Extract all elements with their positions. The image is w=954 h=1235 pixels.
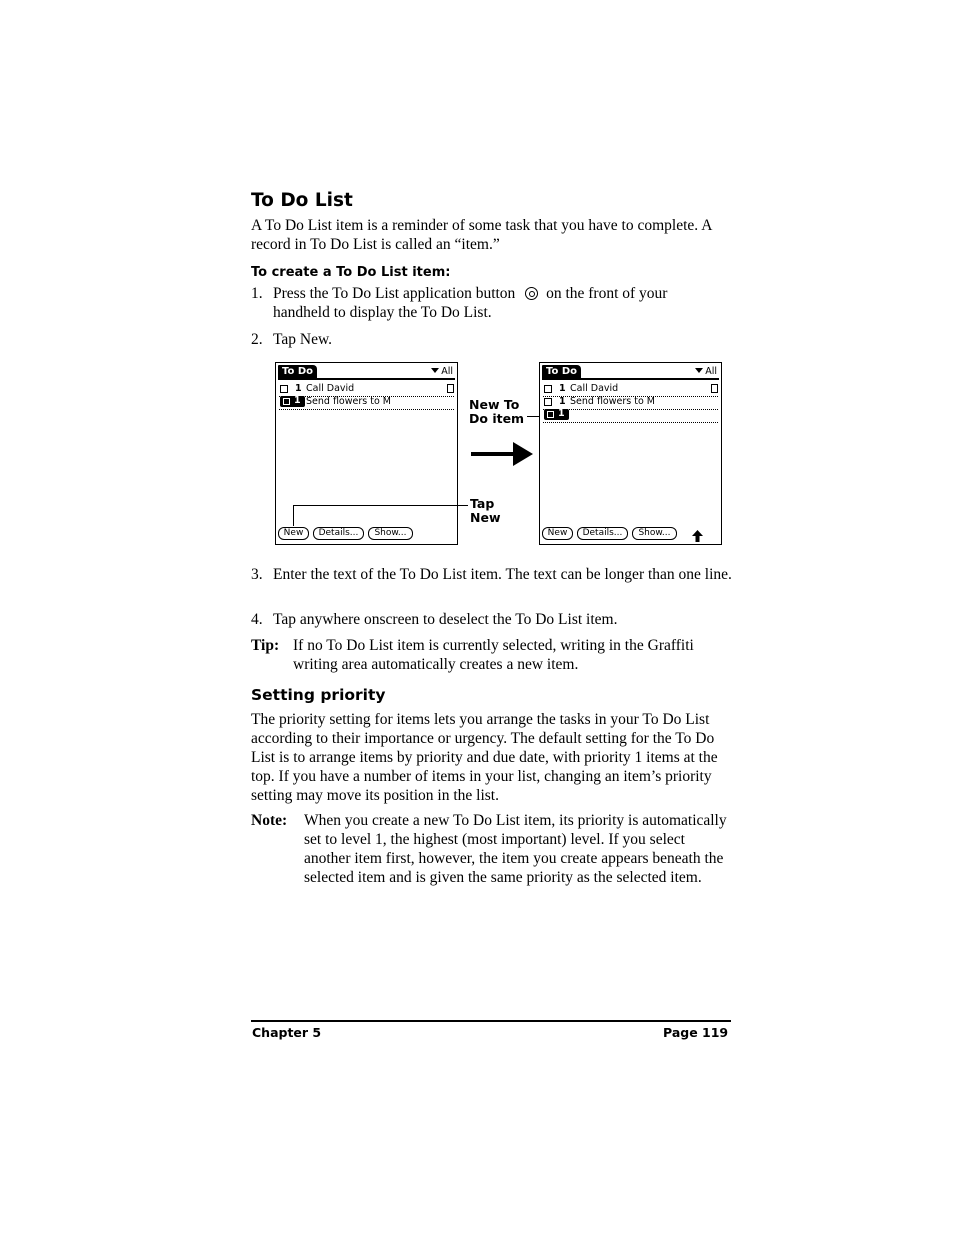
checkbox[interactable] — [544, 385, 552, 393]
todo-row-new-selected[interactable] — [543, 409, 718, 423]
step-text-after-icon: on the front of your — [546, 285, 668, 302]
step-text-line2: handheld to display the To Do List. — [273, 304, 492, 321]
priority: 1 — [558, 408, 565, 419]
checkbox[interactable] — [280, 385, 288, 393]
footer-rule — [251, 1020, 731, 1022]
note — [251, 811, 731, 911]
step-2 — [251, 330, 731, 350]
checkbox[interactable] — [544, 398, 552, 406]
callout-tap-new — [470, 497, 501, 525]
show-button[interactable]: Show... — [632, 527, 677, 540]
tip — [251, 636, 731, 676]
callout-line-2: Do item — [469, 411, 525, 426]
step-text: Tap anywhere onscreen to deselect the To Do List item. — [273, 611, 618, 628]
item-text: Call David — [306, 383, 355, 394]
todo-row[interactable] — [543, 396, 718, 410]
callout-leader-line — [293, 505, 468, 506]
note-icon[interactable] — [447, 384, 454, 393]
category-label: All — [705, 366, 717, 377]
graffiti-shift-up-arrow-icon — [692, 530, 703, 542]
title-underline — [278, 378, 455, 380]
screen-before — [275, 362, 458, 545]
tip-text: If no To Do List item is currently selected, writing in the Graffiti writing area automatically creates a new item. — [293, 637, 694, 673]
priority: 1 — [559, 383, 566, 394]
right-arrow-icon — [469, 440, 535, 468]
priority-paragraph: The priority setting for items lets you arrange the tasks in your To Do List according to their importance or urgency. The default setting for the To Do List is to arrange items by priority and due date, with priority 1 items at the top. If you have a number of items in your list, changing an item’s priority setting may move its position in the list. — [251, 711, 718, 804]
footer-page-number: Page 119 — [663, 1025, 729, 1040]
page-heading: To Do List — [251, 190, 353, 211]
todo-row-selected[interactable] — [279, 396, 454, 410]
item-text: Send flowers to M — [306, 396, 391, 407]
screen-after — [539, 362, 722, 545]
step-4 — [251, 610, 731, 630]
todo-row[interactable] — [279, 383, 454, 397]
category-picker[interactable] — [695, 365, 717, 378]
category-label: All — [441, 366, 453, 377]
step-1 — [251, 284, 731, 324]
details-button[interactable]: Details... — [577, 527, 628, 540]
todo-row[interactable] — [543, 383, 718, 397]
show-button[interactable]: Show... — [368, 527, 413, 540]
details-button[interactable]: Details... — [313, 527, 364, 540]
footer-chapter: Chapter 5 — [252, 1025, 322, 1040]
step-text-before-icon: Press the To Do List application button — [273, 285, 516, 302]
step-3 — [251, 565, 731, 605]
callout-leader-line — [293, 505, 294, 526]
dropdown-triangle-icon — [695, 368, 703, 373]
step-text — [273, 284, 733, 322]
todo-title-tab: To Do — [278, 365, 317, 379]
procedure-title: To create a To Do List item: — [251, 265, 451, 280]
new-button[interactable]: New — [542, 527, 573, 540]
step-number: 4. — [251, 611, 263, 628]
todo-app-button-icon — [525, 287, 538, 300]
section-heading: Setting priority — [251, 686, 386, 704]
step-text: Tap New. — [273, 331, 333, 348]
callout-line-1: New To — [469, 397, 520, 412]
new-button[interactable]: New — [278, 527, 309, 540]
checkbox[interactable] — [283, 398, 290, 405]
checkbox[interactable] — [547, 411, 554, 418]
note-icon[interactable] — [711, 384, 718, 393]
item-text: Send flowers to M — [570, 396, 655, 407]
priority: 1 — [295, 383, 302, 394]
callout-new-todo-item — [469, 398, 524, 426]
item-text: Call David — [570, 383, 619, 394]
note-label: Note: — [251, 812, 288, 829]
note-text: When you create a new To Do List item, its priority is automatically set to level 1, the highest (most important) level. If you select another item first, however, the item you create appears beneath the selected item and is given the same priority as the selected item. — [304, 812, 727, 886]
tip-label: Tip: — [251, 637, 280, 654]
callout-line-2: New — [470, 510, 501, 525]
priority: 1 — [559, 396, 566, 407]
step-number: 1. — [251, 285, 263, 302]
priority: 1 — [294, 395, 301, 406]
todo-title-tab: To Do — [542, 365, 581, 379]
callout-line-1: Tap — [470, 496, 495, 511]
step-number: 3. — [251, 566, 263, 583]
intro-paragraph: A To Do List item is a reminder of some task that you have to complete. A record in To Do List is called an “item.” — [251, 217, 712, 253]
step-number: 2. — [251, 331, 263, 348]
selected-highlight — [280, 396, 305, 407]
category-picker[interactable] — [431, 365, 453, 378]
dropdown-triangle-icon — [431, 368, 439, 373]
title-underline — [542, 378, 719, 380]
step-text: Enter the text of the To Do List item. The text can be longer than one line. — [273, 566, 732, 583]
selected-highlight — [544, 409, 569, 420]
